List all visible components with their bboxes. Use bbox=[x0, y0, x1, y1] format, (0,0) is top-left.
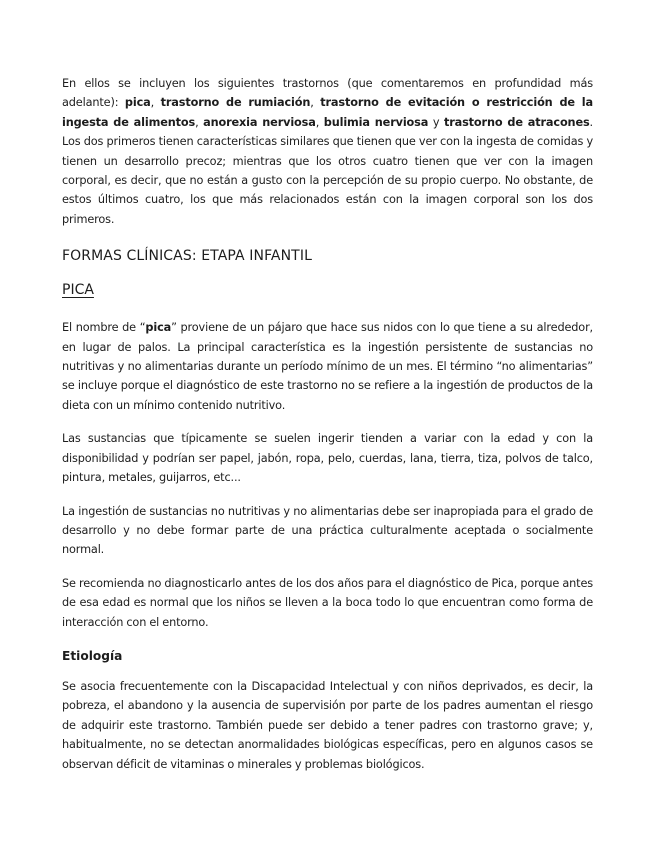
section-heading: FORMAS CLÍNICAS: ETAPA INFANTIL bbox=[62, 248, 312, 265]
intro-paragraph bbox=[62, 74, 593, 229]
pica-paragraph-4: Se recomienda no diagnosticarlo antes de los dos años para el diagnóstico de Pica, porque antes de esa edad es normal que los niños se lleven a la boca todo lo que encuentran como forma de interacción con el entorno. bbox=[62, 576, 593, 629]
pica-paragraph-1 bbox=[62, 318, 593, 415]
pica-heading: PICA bbox=[62, 282, 94, 299]
pica-paragraph-2: Las sustancias que típicamente se suelen ingerir tienden a variar con la edad y con la disponibilidad y podrían ser papel, jabón, ropa, pelo, cuerdas, lana, tierra, tiza, polvos de talco, pintura, metales, guijarros, etc... bbox=[62, 432, 593, 485]
disorder-evitacion: trastorno de evitación o restricción de la ingesta de alimentos bbox=[62, 96, 593, 129]
separator: , bbox=[150, 96, 161, 110]
disorder-atracones: trastorno de atracones bbox=[443, 115, 590, 129]
separator: , bbox=[195, 115, 204, 129]
intro-text-end: . Los dos primeros tienen características similares que tienen que ver con la ingesta de comidas y tienen un desarrollo precoz; mientras que los otros cuatro tienen que ver con la imagen corporal, es decir, que no están a gusto con la percepción de su propio cuerpo. No obstante, de estos últimos cuatro, los que más relacionados están con la imagen corporal son los dos primeros. bbox=[62, 115, 593, 226]
pica-term: pica bbox=[145, 321, 172, 335]
separator: , bbox=[315, 115, 324, 129]
disorder-anorexia: anorexia nerviosa bbox=[203, 115, 316, 129]
etiologia-heading: Etiología bbox=[62, 648, 123, 663]
etiologia-paragraph: Se asocia frecuentemente con la Discapacidad Intelectual y con niños deprivados, es decir, la pobreza, el abandono y la ausencia de supervisión por parte de los padres aumentan el riesgo de adquirir este trastorno. También puede ser debido a tener padres con trastorno grave; y, habitualmente, no se detectan anormalidades biológicas específicas, pero en algunos casos se observan déficit de vitaminas o minerales y problemas biológicos. bbox=[62, 679, 593, 771]
disorder-pica: pica bbox=[124, 96, 151, 110]
pica-p1-text: El nombre de “ bbox=[62, 321, 146, 335]
separator: y bbox=[428, 115, 444, 129]
intro-text: En ellos se incluyen los siguientes trastornos (que comentaremos en profundidad más adelante): bbox=[62, 77, 593, 110]
pica-paragraph-3: La ingestión de sustancias no nutritivas y no alimentarias debe ser inapropiada para el grado de desarrollo y no debe formar parte de una práctica culturalmente aceptada o socialmente normal. bbox=[62, 504, 593, 557]
disorder-rumiacion: trastorno de rumiación bbox=[160, 96, 311, 110]
pica-p1-text-end: ” proviene de un pájaro que hace sus nidos con lo que tiene a su alrededor, en lugar de palos. La principal característica es la ingestión persistente de sustancias no nutritivas y no alimentarias durante un período mínimo de un mes. El término “no alimentarias” se incluye porque el diagnóstico de este trastorno no se refiere a la ingestión de productos de la dieta con un mínimo contenido nutritivo. bbox=[62, 321, 594, 412]
separator: , bbox=[310, 96, 321, 110]
disorder-bulimia: bulimia nerviosa bbox=[323, 115, 429, 129]
